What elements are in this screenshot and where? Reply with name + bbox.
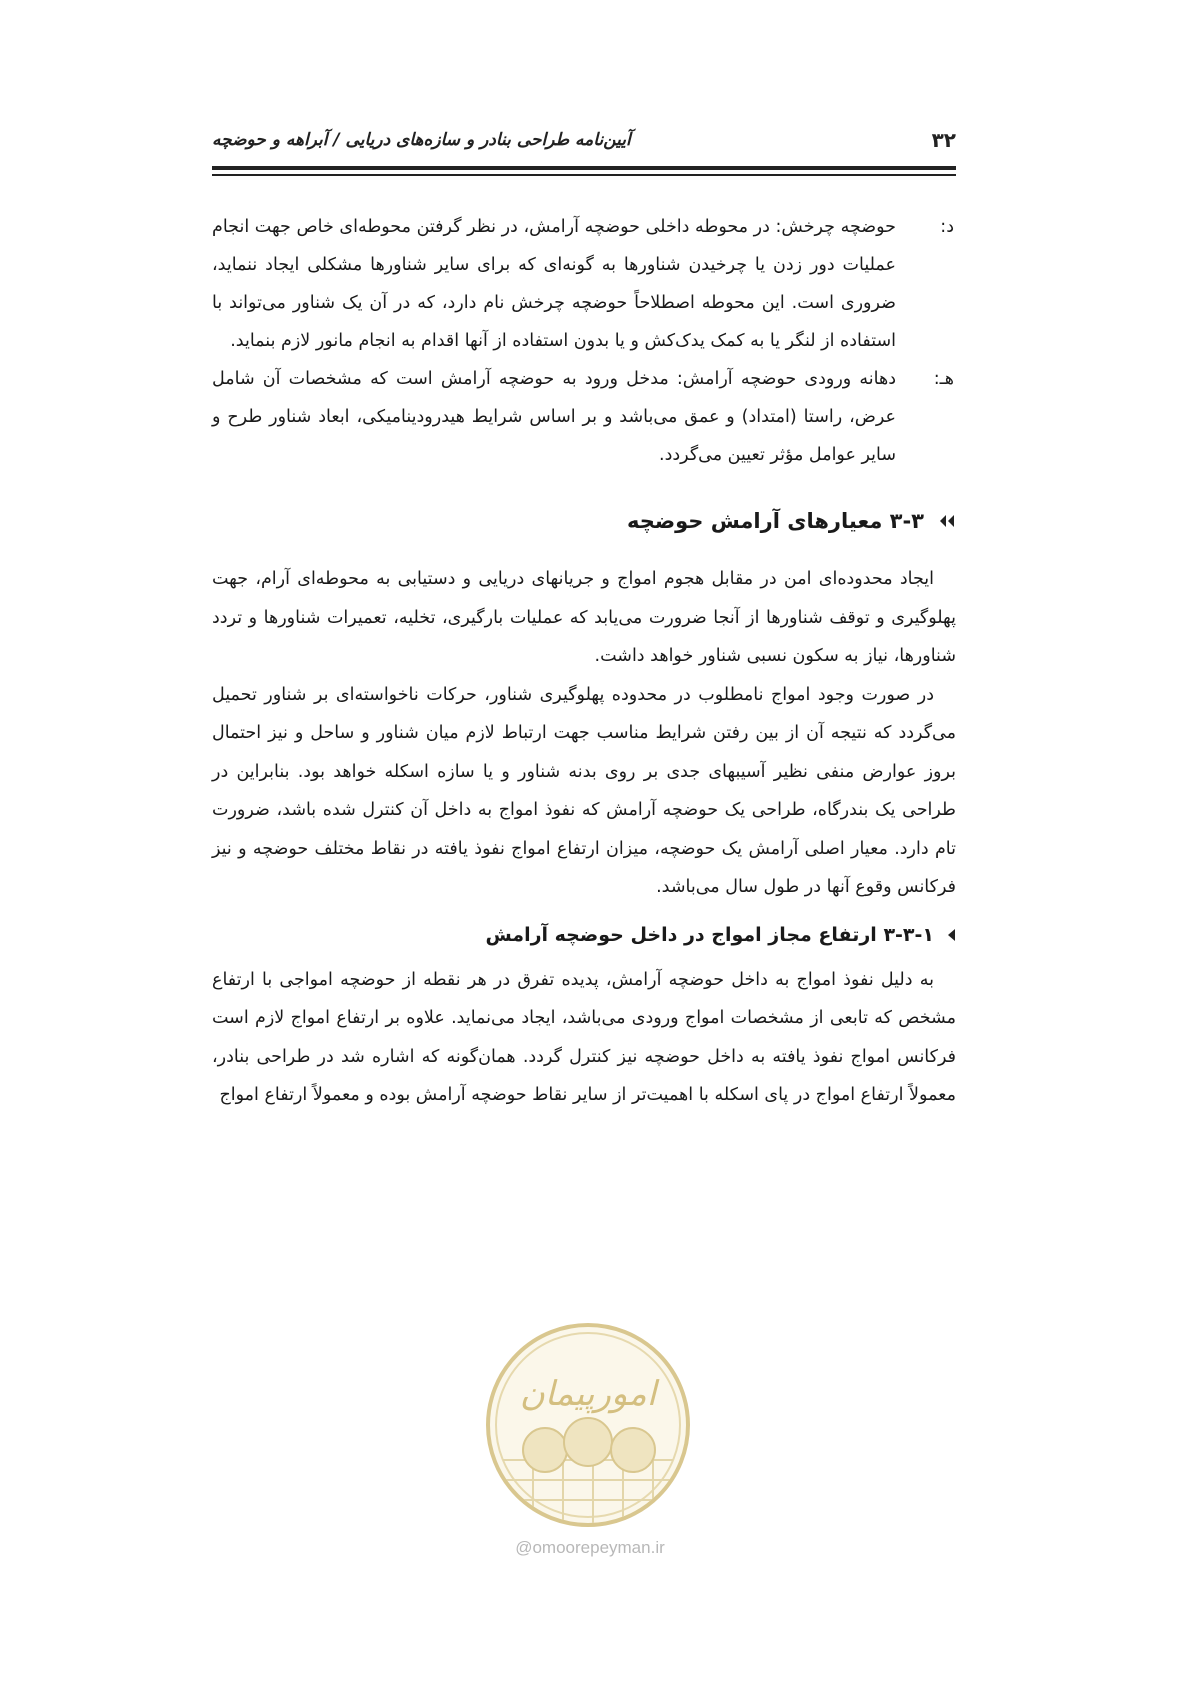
header-rule-thick (212, 166, 956, 170)
list-item-text: حوضچه چرخش: در محوطه داخلی حوضچه آرامش، در نظر گرفتن محوطه‌ای خاص جهت انجام عملیات دور زدن یا چرخیدن شناورها به گونه‌ای که برای سایر شناورها مشکلی ایجاد ننماید، ضروری است. این محوطه اصطلاحاً حوضچه چرخش نام دارد، که در آن یک شناور می‌تواند با استفاده از لنگر یا به کمک یدک‌کش و یا بدون استفاده از آنها اقدام به انجام مانور لازم بنماید. (212, 217, 896, 351)
double-arrow-icon (936, 514, 956, 528)
list-item-text: دهانه ورودی حوضچه آرامش: مدخل ورود به حوضچه آرامش است که مشخصات آن شامل عرض، راستا (امتداد) و عمق می‌باشد و بر اساس شرایط هیدرودینامیکی، ابعاد شناور طرح و سایر عوامل مؤثر تعیین می‌گردد. (212, 369, 896, 465)
list-marker: هـ: (933, 369, 954, 389)
list-item (212, 208, 956, 360)
section-heading-text: ۳-۳ معیارهای آرامش حوضچه (626, 509, 924, 533)
section-heading (212, 504, 956, 538)
watermark-url: @omoorepeyman.ir (515, 1538, 665, 1557)
arrow-icon (946, 928, 956, 942)
paragraph: به دلیل نفوذ امواج به داخل حوضچه آرامش، پدیده تفرق در هر نقطه از حوضچه امواجی با ارتفاع مشخص که تابعی از مشخصات امواج ورودی می‌باشد، ایجاد می‌نماید. علاوه بر ارتفاع امواج لازم است فرکانس امواج نفوذ یافته به داخل حوضچه نیز کنترل گردد. همان‌گونه که اشاره شد در طراحی بنادر، معمولاً ارتفاع امواج در پای اسکله با اهمیت‌تر از سایر نقاط حوضچه آرامش بوده و معمولاً ارتفاع امواج (212, 969, 956, 1105)
watermark-logo-text: امورپیمان (519, 1374, 657, 1414)
paragraph: ایجاد محدوده‌ای امن در مقابل هجوم امواج و جریانهای دریایی و دستیابی به محوطه‌ای آرام، جهت پهلوگیری و توقف شناورها از آنجا ضرورت می‌یابد که عملیات بارگیری، تخلیه، تعمیرات شناورها و تردد شناورها، نیاز به سکون نسبی شناور خواهد داشت. (212, 569, 956, 666)
list-marker: د: (940, 217, 954, 237)
page-header (212, 128, 956, 158)
list-item (212, 360, 956, 474)
paragraph: در صورت وجود امواج نامطلوب در محدوده پهلوگیری شناور، حرکات ناخواسته‌ای بر شناور تحمیل می‌گردد که نتیجه آن از بین رفتن شرایط مناسب جهت ارتباط لازم میان شناور و ساحل و نیز احتمال بروز عوارض منفی نظیر آسیبهای جدی بر روی بدنه شناور و یا سازه اسکله خواهد بود. بنابراین در طراحی یک بندرگاه، طراحی یک حوضچه آرامش که نفوذ امواج به داخل آن کنترل شده باشد، ضرورت تام دارد. معیار اصلی آرامش یک حوضچه، میزان ارتفاع امواج نفوذ یافته در نقاط مختلف حوضچه و نیز فرکانس وقوع آنها در طول سال می‌باشد. (212, 684, 956, 897)
header-rule-thin (212, 174, 956, 176)
page-number: ۳۲ (931, 128, 956, 152)
subsection-heading-text: ۳-۳-۱ ارتفاع مجاز امواج در داخل حوضچه آرامش (485, 923, 934, 946)
running-title: آیین‌نامه طراحی بنادر و سازه‌های دریایی / آبراهه و حوضچه (212, 130, 631, 150)
watermark-logo (483, 1320, 693, 1530)
page-body (212, 208, 956, 1115)
subsection-heading (212, 919, 956, 951)
